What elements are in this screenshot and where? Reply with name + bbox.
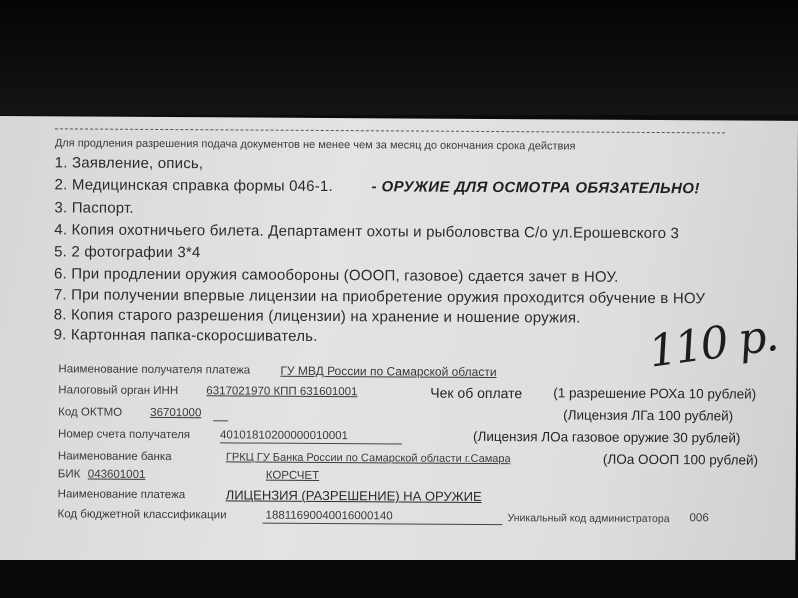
kbk-label: Код бюджетной классификации <box>57 508 227 522</box>
account-value: 40101810200000010001 <box>220 429 349 443</box>
warning-text: - ОРУЖИЕ ДЛЯ ОСМОТРА ОБЯЗАТЕЛЬНО! <box>371 178 700 198</box>
top-dashed-rule <box>55 128 725 133</box>
fee-line: (Лицензия ЛОа газовое оружие 30 рублей) <box>473 428 741 446</box>
header-note: Для продления разрешения подача документов не менее чем за месяц до окончания срока действия <box>54 137 576 153</box>
handwritten-price: 110 р. <box>645 310 780 378</box>
recipient-value: ГУ МВД России по Самарской области <box>280 363 497 380</box>
fee-line: (1 разрешение РОХа 10 рублей) <box>553 385 757 402</box>
list-item: 8. Копия старого разрешения (лицензии) на хранение и ношение оружия. <box>53 306 581 327</box>
tax-value: 6317021970 КПП 631601001 <box>206 385 358 399</box>
underline <box>213 420 228 421</box>
list-item: 3. Паспорт. <box>54 199 134 217</box>
list-item: 7. При получении впервые лицензии на приобретение оружия проходится обучение в НОУ <box>53 286 706 308</box>
account-label: Номер счета получателя <box>58 428 191 442</box>
purpose-value: ЛИЦЕНЗИЯ (РАЗРЕШЕНИЕ) НА ОРУЖИЕ <box>225 487 482 504</box>
fee-line: (Лицензия ЛГа 100 рублей) <box>563 407 734 424</box>
paper-sheet <box>0 116 798 565</box>
bank-value: ГРКЦ ГУ Банка России по Самарской области г.Самара <box>225 451 511 466</box>
recipient-label: Наименование получателя платежа <box>58 363 251 377</box>
tax-label: Налоговый орган ИНН <box>58 384 179 398</box>
kbk-value: 18811690040016000140 <box>265 509 393 523</box>
bik-value: 043601001 <box>87 468 146 481</box>
list-item: 5. 2 фотографии 3*4 <box>54 243 201 262</box>
photo-background-bottom <box>0 560 798 598</box>
list-item: 9. Картонная папка-скоросшиватель. <box>53 326 318 345</box>
underline <box>263 523 503 525</box>
oktmo-value: 36701000 <box>150 406 202 420</box>
fee-line: (ЛОа ОООП 100 рублей) <box>602 451 759 468</box>
check-label: Чек об оплате <box>430 384 523 402</box>
oktmo-label: Код ОКТМО <box>58 406 123 419</box>
bik-label: БИК <box>57 468 81 481</box>
list-item: 4. Копия охотничьего билета. Департамент охоты и рыболовства С/о ул.Ерошевского 3 <box>54 221 680 243</box>
purpose-label: Наименование платежа <box>57 488 186 502</box>
underline <box>220 442 402 444</box>
admin-value: 006 <box>689 512 709 525</box>
corr-value: КОРСЧЕТ <box>265 469 320 482</box>
bank-label: Наименование банка <box>57 450 172 464</box>
admin-label: Уникальный код администратора <box>507 512 670 526</box>
list-item: 6. При продлении оружия самообороны (ОООП, газовое) сдается зачет в НОУ. <box>53 265 619 286</box>
list-item: 1. Заявление, опись, <box>54 154 204 173</box>
photo-background-top <box>0 0 798 115</box>
list-item: 2. Медицинская справка формы 046-1. <box>54 176 333 196</box>
